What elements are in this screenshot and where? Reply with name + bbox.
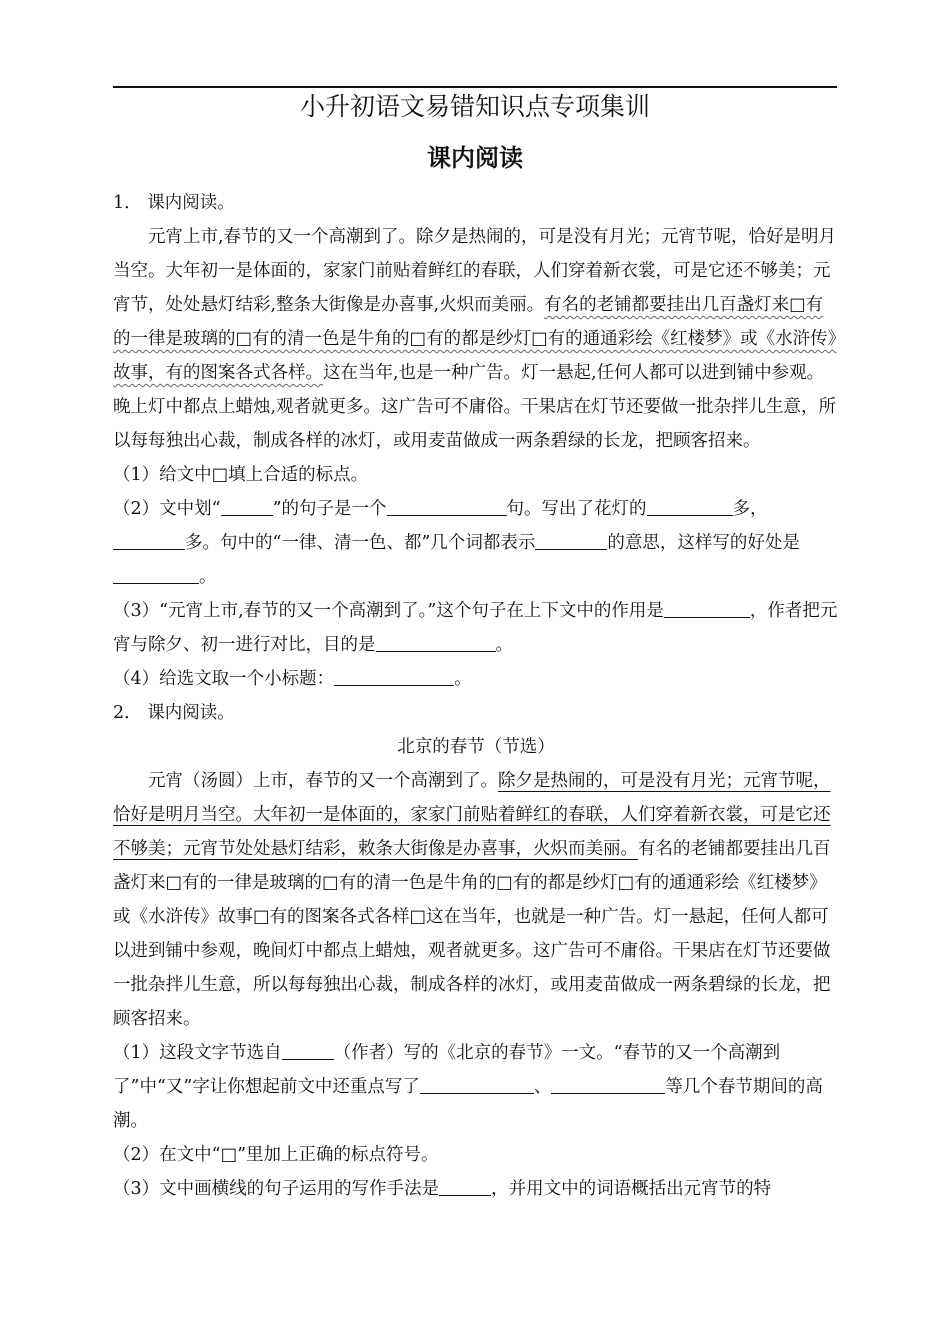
- q1-sub3-text-a: （3）“元宵上市,春节的又一个高潮到了。”这个句子在上下文中的作用是: [113, 601, 664, 621]
- content-body: [113, 186, 839, 1206]
- answer-blank[interactable]: [221, 498, 273, 517]
- q2-passage-lead: 元宵（汤圆）上市，春节的又一个高潮到了。: [148, 771, 498, 791]
- q1-sub2-text-e: 多。句中的“一律、清一色、都”几个词都表示: [185, 533, 536, 553]
- answer-blank[interactable]: [664, 600, 750, 619]
- page-title: 小升初语文易错知识点专项集训: [299, 92, 650, 121]
- q1-sub4-text-b: 。: [454, 669, 472, 689]
- q1-sub2-text-f: 的意思，这样写的好处是: [607, 533, 800, 553]
- q1-sub2-text-a: （2）文中划“: [113, 499, 221, 519]
- answer-blank[interactable]: [282, 1042, 334, 1061]
- q2-sub3: [113, 1172, 839, 1206]
- q1-sub2: [113, 492, 839, 594]
- q1-sub2-text-g: 。: [199, 567, 217, 587]
- q1-passage-part-a: 元宵上市,春节的又一个高潮到了。除夕是热闹的，可是没有月光；元宵节呢，恰好是明月当空。大年初一是体面的，家家门前贴着鲜红的春联，人们穿着新衣裳，可是它还不够美；元宵节，处处悬灯结彩,整条大街像是办喜事,火炽而美丽。: [113, 227, 837, 315]
- q1-passage: [113, 220, 839, 458]
- q2-heading: 北京的春节（节选）: [397, 737, 555, 757]
- q2-sub1: [113, 1036, 839, 1138]
- q2-passage-underlined-sentence: 除夕是热闹的，可是没有月光；元宵节呢，恰好是明月当空。大年初一是体面的，家家门前贴着鲜红的春联，人们穿着新衣裳，可是它还不够美；元宵节处处悬灯结彩，敕条大街像是办喜事，火炽而美丽。: [113, 771, 831, 859]
- q2-passage-rest: 有名的老铺都要挂出几百盏灯来□有的一律是玻璃的□有的清一色是牛角的□有的都是纱灯□有的通通彩绘《红楼梦》或《水浒传》故事□有的图案各式各样□这在当年，也就是一种广告。灯一悬起，任何人都可以进到铺中参观，晚间灯中都点上蜡烛，观者就更多。这广告可不庸俗。干果店在灯节还要做一批杂拌儿生意，所以每每独出心裁，制成各样的冰灯，或用麦苗做成一两条碧绿的长龙，把顾客招来。: [113, 839, 831, 1029]
- q1-sub3-text-c: 。: [495, 635, 513, 655]
- answer-blank[interactable]: [439, 1178, 491, 1197]
- q2-sub1-text-b: （作者）写的《北京的春节》一文。“春节的又一个高潮到了”中“又”字让你想起前文中还重点写了: [113, 1043, 781, 1097]
- q1-sub1: （1）给文中□填上合适的标点。: [113, 465, 369, 485]
- q1-passage-wavy-sentence: 有名的老铺都要挂出几百盏灯来□有的一律是玻璃的□有的清一色是牛角的□有的都是纱灯□有的通通彩绘《红楼梦》或《水浒传》故事，有的图案各式各样。: [113, 295, 837, 383]
- answer-blank[interactable]: [113, 532, 185, 551]
- answer-blank[interactable]: [334, 668, 454, 687]
- q1-sub2-text-b: ”的句子是一个: [272, 499, 387, 519]
- q1-passage-part-b: 这在当年,也是一种广告。灯一悬起,任何人都可以进到铺中参观。晚上灯中都点上蜡烛,观者就更多。这广告可不庸俗。干果店在灯节还要做一批杂拌儿生意，所以每每独出心裁，制成各样的冰灯，或用麦苗做成一两条碧绿的长龙，把顾客招来。: [113, 363, 837, 451]
- q2-sub1-text-a: （1）这段文字节选自: [113, 1043, 282, 1063]
- q2-passage: [113, 764, 839, 1036]
- q2-sub3-text-b: ，并用文中的词语概括出元宵节的特: [491, 1179, 772, 1199]
- top-rule: [113, 86, 837, 88]
- q2-label: 2． 课内阅读。: [113, 703, 235, 723]
- q1-sub2-text-c: 句。写出了花灯的: [506, 499, 647, 519]
- answer-blank[interactable]: [535, 532, 607, 551]
- answer-blank[interactable]: [113, 566, 199, 585]
- q1-sub4: [113, 662, 839, 696]
- answer-blank[interactable]: [387, 498, 507, 517]
- q1-sub3-text-b: ，作者把元宵与除夕、初一进行对比，目的是: [113, 601, 838, 655]
- section-title: 课内阅读: [427, 144, 523, 172]
- q2-sub2: （2）在文中“□”里加上正确的标点符号。: [113, 1145, 439, 1165]
- answer-blank[interactable]: [647, 498, 733, 517]
- q2-sub1-text-c: 、: [533, 1077, 552, 1097]
- q1-sub4-text-a: （4）给选文取一个小标题：: [113, 669, 335, 689]
- q1-label: 1． 课内阅读。: [113, 193, 235, 213]
- answer-blank[interactable]: [420, 1076, 534, 1095]
- answer-blank[interactable]: [551, 1076, 665, 1095]
- q1-sub2-text-d: 多，: [732, 499, 768, 519]
- answer-blank[interactable]: [376, 634, 496, 653]
- q1-sub3: [113, 594, 839, 662]
- q2-sub3-text-a: （3）文中画横线的句子运用的写作手法是: [113, 1179, 440, 1199]
- q2-sub1-text-d: 等几个春节期间的高潮。: [113, 1077, 823, 1131]
